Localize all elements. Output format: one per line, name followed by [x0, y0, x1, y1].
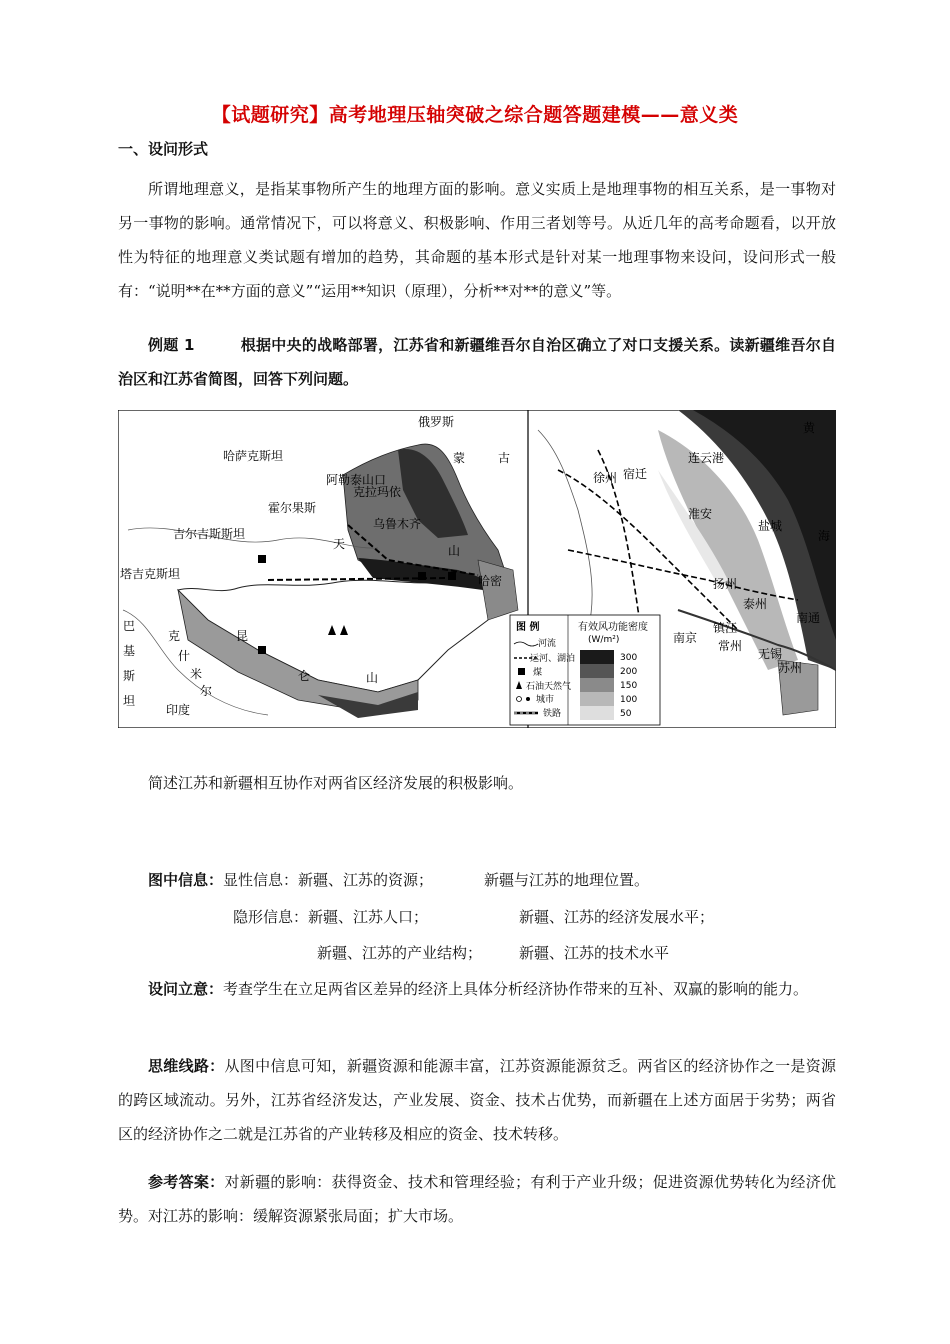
label-xuzhou: 徐州 [593, 471, 618, 485]
label-huaian: 淮安 [688, 507, 713, 521]
explicit-item-2: 新疆与江苏的地理位置。 [484, 871, 650, 889]
density-unit: (W/m²) [588, 635, 620, 645]
density-swatch [580, 706, 614, 720]
density-value: 100 [620, 695, 638, 705]
legend-oil-gas: 石油天然气 [526, 682, 572, 692]
thinking-text: 从图中信息可知，新疆资源和能源丰富，江苏资源能源贫乏。两省区的经济协作之一是资源的跨区域流动。另外，江苏省经济发达，产业发展、资金、技术占优势，而新疆在上述方面居于劣势；两省区的经济协作之二就是江苏省的产业转移及相应的资金、技术转移。 [118, 1057, 836, 1143]
label-si: 斯 [123, 669, 136, 683]
label-nantong: 南通 [796, 611, 821, 625]
label-shan-north: 山 [448, 544, 461, 558]
label-huang: 黄 [803, 421, 816, 435]
legend-railway: 铁路 [543, 709, 562, 719]
implicit-item-1: 新疆、江苏人口； [308, 908, 429, 926]
density-swatch [580, 692, 614, 706]
label-tan: 坦 [123, 694, 136, 708]
explicit-label: 显性信息： [223, 871, 299, 889]
label-suqian: 宿迁 [623, 467, 648, 481]
label-yangzhou: 扬州 [713, 577, 738, 591]
label-shan-south: 山 [366, 671, 379, 685]
label-ba: 巴 [123, 619, 136, 633]
intent-paragraph [118, 972, 836, 1006]
density-title: 有效风功能密度 [578, 622, 648, 633]
label-mong: 蒙 [453, 451, 466, 465]
label-yancheng: 盐城 [758, 519, 783, 533]
legend-coal: 煤 [533, 668, 543, 678]
intro-paragraph: 所谓地理意义，是指某事物所产生的地理方面的影响。意义实质上是地理事物的相互关系，是一事物对另一事物的影响。通常情况下，可以将意义、积极影响、作用三者划等号。从近几年的高考命题看，以开放性为特征的地理意义类试题有增加的趋势，其命题的基本形式是针对某一地理事物来设问，设问形式一般有：“说明**在**方面的意义”“运用**知识（原理），分析**对**的意义”等。 [118, 180, 836, 300]
label-gu: 古 [498, 451, 511, 465]
label-kyrgyzstan: 吉尔吉斯斯坦 [173, 527, 246, 541]
label-zhenjiang: 镇江 [713, 621, 738, 635]
density-value: 150 [620, 681, 638, 691]
label-karamay: 克拉玛依 [353, 485, 402, 499]
label-horgos: 霍尔果斯 [268, 501, 317, 515]
example-paragraph [118, 328, 836, 396]
label-wuxi: 无锡 [758, 647, 783, 661]
implicit-item-3: 新疆、江苏的产业结构； [317, 944, 483, 962]
map-figure [118, 410, 836, 728]
intent-label: 设问立意： [148, 980, 224, 998]
label-hai: 海 [818, 529, 831, 543]
info-row-1 [148, 869, 433, 890]
thinking-label: 思维线路： [148, 1057, 225, 1075]
info-row-2 [233, 906, 428, 927]
label-shi: 什 [178, 649, 191, 663]
question-text: 简述江苏和新疆相互协作对两省区经济发展的积极影响。 [148, 774, 524, 792]
density-swatch [580, 678, 614, 692]
label-hami: 哈密 [478, 574, 503, 588]
label-russia: 俄罗斯 [418, 415, 455, 429]
legend-city: 城市 [536, 695, 555, 705]
legend-river: 河流 [538, 639, 557, 649]
label-kazakhstan: 哈萨克斯坦 [223, 449, 284, 463]
label-mi: 米 [190, 667, 203, 681]
info-label: 图中信息： [148, 871, 224, 889]
label-nanjing: 南京 [673, 631, 698, 645]
label-ji: 基 [123, 644, 136, 658]
example-text: 根据中央的战略部署，江苏省和新疆维吾尔自治区确立了对口支援关系。读新疆维吾尔自治区和江苏省简图，回答下列问题。 [118, 336, 836, 388]
implicit-item-2: 新疆、江苏的经济发展水平； [519, 908, 715, 926]
label-ke: 克 [168, 629, 181, 643]
answer-label: 参考答案： [148, 1173, 225, 1191]
label-taizhou: 泰州 [743, 597, 768, 611]
intent-text: 考查学生在立足两省区差异的经济上具体分析经济协作带来的互补、双赢的影响的能力。 [223, 980, 809, 998]
thinking-paragraph [118, 1049, 836, 1151]
label-altay-pass: 阿勒泰山口 [326, 473, 387, 487]
density-value: 300 [620, 653, 638, 663]
density-value: 50 [620, 709, 632, 719]
density-scale [580, 650, 637, 720]
label-tian: 天 [333, 537, 346, 551]
label-tajikistan: 塔吉克斯坦 [120, 567, 181, 581]
map-legend [510, 615, 660, 725]
density-swatch [580, 650, 614, 664]
label-lianyungang: 连云港 [688, 451, 725, 465]
legend-title: 图 例 [516, 622, 540, 633]
label-changzhou: 常州 [718, 639, 743, 653]
answer-text: 对新疆的影响：获得资金、技术和管理经验；有利于产业升级；促进资源优势转化为经济优势。对江苏的影响：缓解资源紧张局面；扩大市场。 [118, 1173, 836, 1225]
density-swatch [580, 664, 614, 678]
section-heading: 一、设问形式 [118, 140, 209, 158]
label-er: 尔 [200, 684, 213, 698]
legend-canal-lake: 运河、湖泊 [530, 654, 576, 664]
page-title: 【试题研究】高考地理压轴突破之综合题答题建模——意义类 [211, 104, 739, 126]
implicit-item-4: 新疆、江苏的技术水平 [519, 944, 670, 962]
label-india: 印度 [166, 703, 191, 717]
label-lun: 仑 [298, 669, 311, 683]
explicit-item-1: 新疆、江苏的资源； [298, 871, 434, 889]
answer-paragraph [118, 1165, 836, 1233]
density-value: 200 [620, 667, 638, 677]
implicit-label: 隐形信息： [233, 908, 309, 926]
example-label: 例题 1 [148, 336, 195, 354]
label-urumqi: 乌鲁木齐 [373, 517, 422, 531]
label-suzhou: 苏州 [778, 661, 803, 675]
label-kun: 昆 [236, 629, 249, 643]
